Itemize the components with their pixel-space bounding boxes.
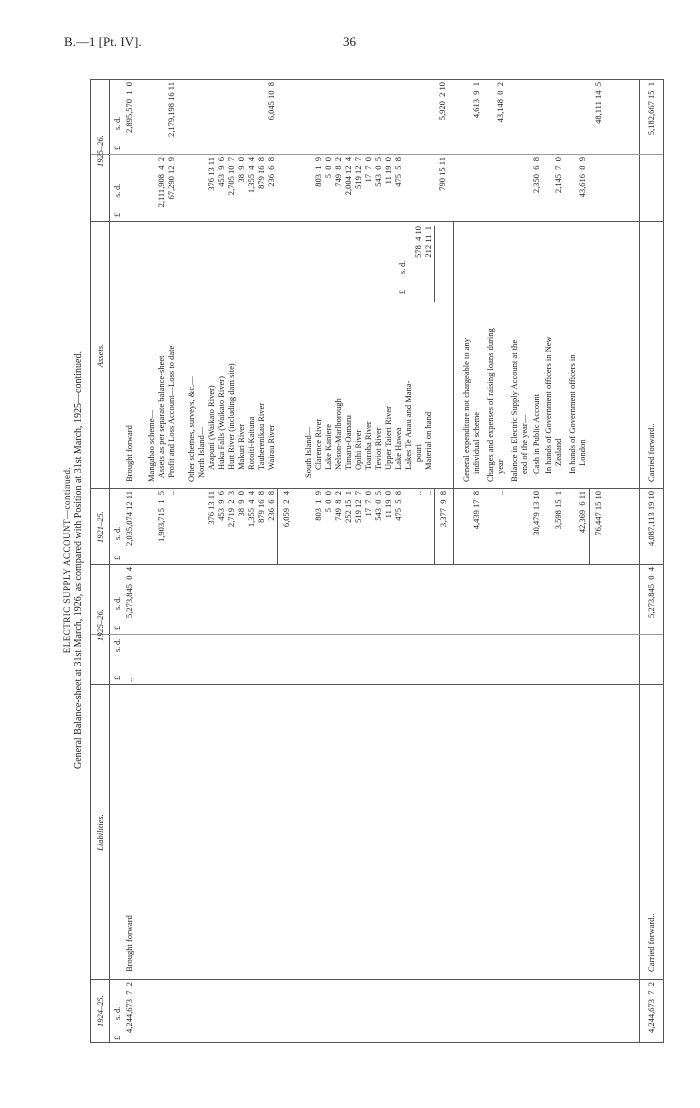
- north-item-label: Arapuni (Waikato River): [206, 385, 216, 470]
- charges-1921-dots: ..: [495, 491, 505, 496]
- lakes-1921-dots: ..: [413, 491, 423, 496]
- general-exp-label: General expenditure not chargeable to any: [461, 337, 471, 482]
- unit-label: £ s. d.: [113, 183, 122, 217]
- south-total-1921: 3,377 9 8: [438, 491, 448, 528]
- mangahao-loss-1925: 67,290 12 9: [166, 157, 176, 200]
- charges-label: Charges and expenses of raising loans during: [485, 328, 495, 482]
- south-item-label: Timaru-Oamaru: [343, 415, 353, 470]
- balance-total-1921: 76,447 15 10: [593, 491, 603, 536]
- north-item-1921: 879 16 8: [256, 491, 266, 523]
- col-divider: [91, 221, 663, 222]
- col-header-1924: 1924–25.: [95, 995, 105, 1027]
- liab-carried-label: Carried forward..: [646, 913, 656, 972]
- unit-label: £ s. d.: [113, 116, 122, 150]
- mangahao-assets-label: Assets as per separate balance-sheet: [156, 355, 166, 482]
- south-item-1921: 543 0 5: [373, 491, 383, 521]
- assets-carried-1925: 5,182,667 15 1: [646, 82, 656, 136]
- sum-rule: [277, 489, 278, 564]
- south-item-1921: 11 19 0: [383, 491, 393, 519]
- unit-label: £: [113, 676, 122, 680]
- south-item-1925: 519 12 7: [353, 157, 363, 189]
- col-divider: [91, 634, 663, 635]
- liab-brought-label: Brought forward: [124, 915, 134, 972]
- south-item-label: Lake Hawea: [393, 427, 403, 470]
- liab-brought-1925-dots: ..: [124, 677, 134, 682]
- col-header-1921: 1921–25.: [95, 511, 105, 543]
- south-item-label: Upper Taieri River: [383, 406, 393, 470]
- balance-table: [90, 79, 664, 1043]
- lakes-label-cont: pouri: [413, 444, 423, 462]
- cash-1921: 30,479 13 10: [531, 491, 541, 536]
- general-exp-1921: 4,439 17 8: [471, 491, 481, 530]
- col-header-1925-assets: 1925–26.: [95, 135, 105, 167]
- liab-carried-1925: 5,273,845 0 4: [646, 567, 656, 618]
- mangahao-label: Mangahao scheme—: [146, 410, 156, 482]
- page-number: 36: [343, 34, 356, 49]
- section-rule: [453, 222, 454, 564]
- north-item-label: Hutt River (including dam site): [226, 363, 236, 470]
- north-item-1925: 453 9 6: [216, 157, 226, 187]
- liab-brought-1925: 5,273,845 0 4: [124, 567, 134, 618]
- south-item-label: Nelson-Marlborough: [333, 398, 343, 470]
- account-title: ELECTRIC SUPPLY ACCOUNT—continued.: [62, 466, 72, 654]
- north-item-1925: 38 9 0: [236, 157, 246, 183]
- col-divider: [91, 684, 663, 685]
- mangahao-loss-1921: ..: [166, 491, 176, 496]
- balance-total-1925: 48,111 14 5: [593, 82, 603, 124]
- south-item-1925: 11 19 0: [383, 157, 393, 185]
- nz-officers-label: In hands of Government officers in New: [543, 336, 553, 474]
- general-exp-label-cont: individual scheme: [471, 411, 481, 474]
- north-item-1925: 376 13 11: [206, 157, 216, 191]
- south-item-1925: 17 7 0: [363, 157, 373, 183]
- nz-officers-label-cont: Zealand: [553, 438, 563, 466]
- balance-label: Balance in Electric Supply Account at the: [509, 339, 519, 482]
- south-total-1925: 5,920 2 10: [437, 82, 447, 121]
- unit-label: £ s. d.: [113, 1006, 122, 1040]
- north-item-label: Makuri River: [236, 423, 246, 470]
- south-item-1921: 17 7 0: [363, 491, 373, 517]
- balance-label-cont: end of the year—: [519, 414, 529, 474]
- north-island-head: North Island—: [196, 426, 206, 478]
- south-item-1925: 803 1 9: [313, 157, 323, 187]
- material-1921-dots: ..: [423, 491, 433, 496]
- south-item-label: Clarence River: [313, 418, 323, 470]
- south-item-1921: 475 5 8: [393, 491, 403, 521]
- sum-rule: [589, 489, 590, 564]
- cash-label: Cash in Public Account: [531, 393, 541, 474]
- south-item-label: Lake Kaniere: [323, 423, 333, 470]
- london-officers-1925: 43,616 0 9: [577, 157, 587, 198]
- mangahao-assets-1925: 2,111,908 4 2: [156, 157, 166, 208]
- north-item-1921: 453 9 6: [216, 491, 226, 521]
- london-officers-label: In hands of Government officers in: [567, 354, 577, 474]
- nz-officers-1925: 2,145 7 0: [553, 157, 563, 194]
- south-item-1925: 5 0 0: [323, 157, 333, 179]
- south-item-1925: 543 0 5: [373, 157, 383, 187]
- north-item-label: Tauherenikau River: [256, 402, 266, 470]
- north-item-1921: 2,719 2 3: [226, 491, 236, 528]
- other-schemes-head: Other schemes, surveys, &c.—: [186, 376, 196, 482]
- col-header-liabilities: Liabilities.: [95, 814, 105, 851]
- liab-carried-1924: 4,244,673 7 2: [646, 982, 656, 1033]
- material-subvalue: 212 11 1: [423, 226, 433, 258]
- sum-rule: [434, 489, 435, 564]
- mangahao-total-1925: 2,179,198 16 11: [166, 82, 176, 137]
- lakes-total-1925: 790 15 11: [437, 157, 447, 191]
- north-item-1925: 236 6 8: [266, 157, 276, 187]
- south-item-label: Toaroha River: [363, 421, 373, 470]
- col-divider: [91, 154, 663, 155]
- charges-1925: 43,148 0 2: [495, 82, 505, 123]
- lakes-subvalue: 578 4 10: [413, 226, 423, 258]
- header-rule: [109, 80, 110, 1042]
- col-divider: [91, 979, 663, 980]
- unit-label: £ s. d.: [113, 596, 122, 630]
- col-header-assets: Assets.: [95, 343, 105, 368]
- balance-sheet: [60, 65, 675, 1055]
- south-item-1921: 749 8 2: [333, 491, 343, 521]
- north-item-1925: 1,355 4 4: [246, 157, 256, 194]
- north-item-label: Wairau River: [266, 424, 276, 470]
- unit-label: £ s. d.: [398, 260, 407, 294]
- col-divider: [91, 488, 663, 489]
- south-item-label: Teviot River: [373, 427, 383, 470]
- north-item-1925: 879 16 8: [256, 157, 266, 189]
- north-total-1921: 6,059 2 4: [281, 491, 291, 528]
- page-header: [0, 34, 700, 54]
- south-island-head: South Island—: [303, 426, 313, 478]
- south-item-1921: 252 15 1: [343, 491, 353, 523]
- assets-carried-label: Carried forward..: [646, 423, 656, 482]
- north-item-1921: 38 9 0: [236, 491, 246, 517]
- lakes-label: Lakes Te Anau and Mana-: [403, 380, 413, 470]
- north-item-label: Rotoiti-Kaituna: [246, 416, 256, 470]
- rotated-table-area: [60, 65, 675, 1055]
- north-total-1925: 6,045 10 8: [266, 82, 276, 121]
- mangahao-loss-label: Profit and Loss Account—Loss to date: [166, 345, 176, 482]
- north-item-1925: 2,705 10 7: [226, 157, 236, 196]
- south-item-1921: 519 12 7: [353, 491, 363, 523]
- south-item-1921: 5 0 0: [323, 491, 333, 513]
- assets-carried-1921: 4,087,113 19 10: [646, 491, 656, 546]
- balance-sheet-title: General Balance-sheet at 31st March, 1926, as compared with Position at 31st March, 1925—continued.: [73, 351, 84, 769]
- liab-brought-1924: 4,244,673 7 2: [124, 982, 134, 1033]
- london-officers-1921: 42,369 6 11: [577, 491, 587, 534]
- assets-brought-label: Brought forward: [124, 425, 134, 482]
- north-item-1921: 1,355 4 4: [246, 491, 256, 528]
- unit-label: s. d.: [113, 638, 122, 652]
- london-officers-label-cont: London: [577, 439, 587, 466]
- sum-rule: [434, 226, 435, 302]
- col-header-1925-liab: 1925–26.: [95, 609, 105, 641]
- north-item-1921: 236 6 8: [266, 491, 276, 521]
- north-item-1921: 376 13 11: [206, 491, 216, 525]
- cash-1925: 2,350 6 8: [531, 157, 541, 194]
- footer-rule: [639, 80, 640, 1042]
- south-item-1925: 475 5 8: [393, 157, 403, 187]
- document-reference: B.—1 [Pt. IV].: [64, 34, 142, 49]
- north-item-label: Huka Falls (Waikato River): [216, 376, 226, 470]
- south-item-1921: 803 1 9: [313, 491, 323, 521]
- general-exp-1925: 4,613 9 1: [471, 82, 481, 119]
- material-label: Material on hand: [423, 411, 433, 470]
- mangahao-assets-1921: 1,903,715 1 5: [156, 491, 166, 542]
- col-divider: [91, 564, 663, 565]
- south-item-label: Opihi River: [353, 429, 363, 470]
- unit-label: £ s. d.: [113, 526, 122, 560]
- south-item-1925: 749 8 2: [333, 157, 343, 187]
- south-item-1925: 2,004 12 4: [343, 157, 353, 196]
- assets-brought-1921: 2,035,074 12 11: [124, 491, 134, 546]
- charges-label-cont: year: [495, 459, 505, 474]
- nz-officers-1921: 3,598 15 1: [553, 491, 563, 530]
- assets-brought-1925: 2,895,570 1 0: [124, 82, 134, 133]
